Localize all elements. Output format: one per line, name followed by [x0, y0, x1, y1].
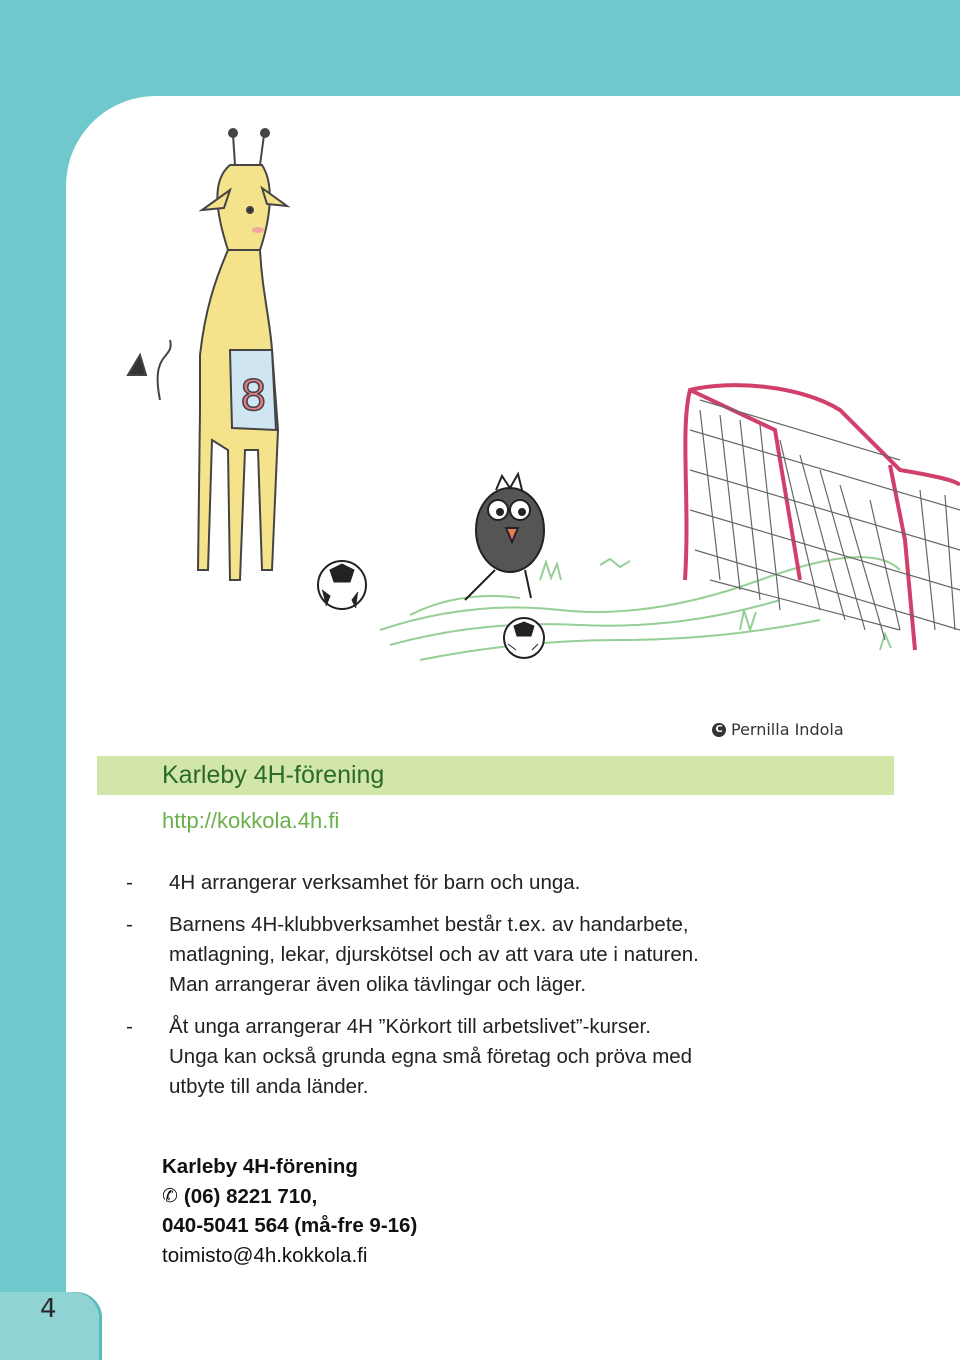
page-title: Karleby 4H-förening	[162, 761, 385, 789]
list-dash: -	[126, 1015, 133, 1038]
contact-block	[162, 1152, 417, 1270]
jersey-number: 8	[240, 371, 267, 420]
list-item	[126, 868, 866, 898]
football-ball-1	[318, 561, 366, 609]
list-item	[126, 1012, 866, 1102]
giraffe	[128, 129, 287, 580]
contact-name: Karleby 4H-förening	[162, 1155, 358, 1178]
contact-mobile[interactable]: 040-5041 564 (må-fre 9-16)	[162, 1214, 418, 1237]
list-item-text: Åt unga arrangerar 4H ”Körkort till arbetslivet”-kurser. Unga kan också grunda egna små företag och pröva med utbyte till anda länder.	[169, 1015, 693, 1098]
copyright-icon: C	[712, 723, 726, 737]
bird-character	[465, 474, 544, 600]
illustration-credit	[712, 720, 844, 739]
info-list	[126, 868, 866, 1114]
contact-phone	[162, 1182, 417, 1212]
football-goal	[685, 385, 960, 650]
list-dash: -	[126, 913, 133, 936]
list-item-text: 4H arrangerar verksamhet för barn och unga.	[169, 871, 581, 894]
football-illustration	[0, 110, 960, 730]
list-dash: -	[126, 871, 133, 894]
website-link[interactable]: http://kokkola.4h.fi	[162, 808, 340, 833]
list-item-text: Barnens 4H-klubbverksamhet består t.ex. av handarbete, matlagning, lekar, djurskötsel och av att vara ute i naturen. Man arrangerar även olika tävlingar och läger.	[169, 913, 699, 996]
grass	[380, 557, 900, 660]
list-item	[126, 910, 866, 1000]
phone-icon: ✆	[162, 1185, 178, 1207]
credit-text: Pernilla Indola	[731, 720, 844, 739]
page-number: 4	[40, 1294, 57, 1324]
contact-email[interactable]: toimisto@4h.kokkola.fi	[162, 1243, 368, 1267]
football-ball-2	[504, 618, 544, 658]
phone-number[interactable]: (06) 8221 710,	[183, 1184, 318, 1208]
